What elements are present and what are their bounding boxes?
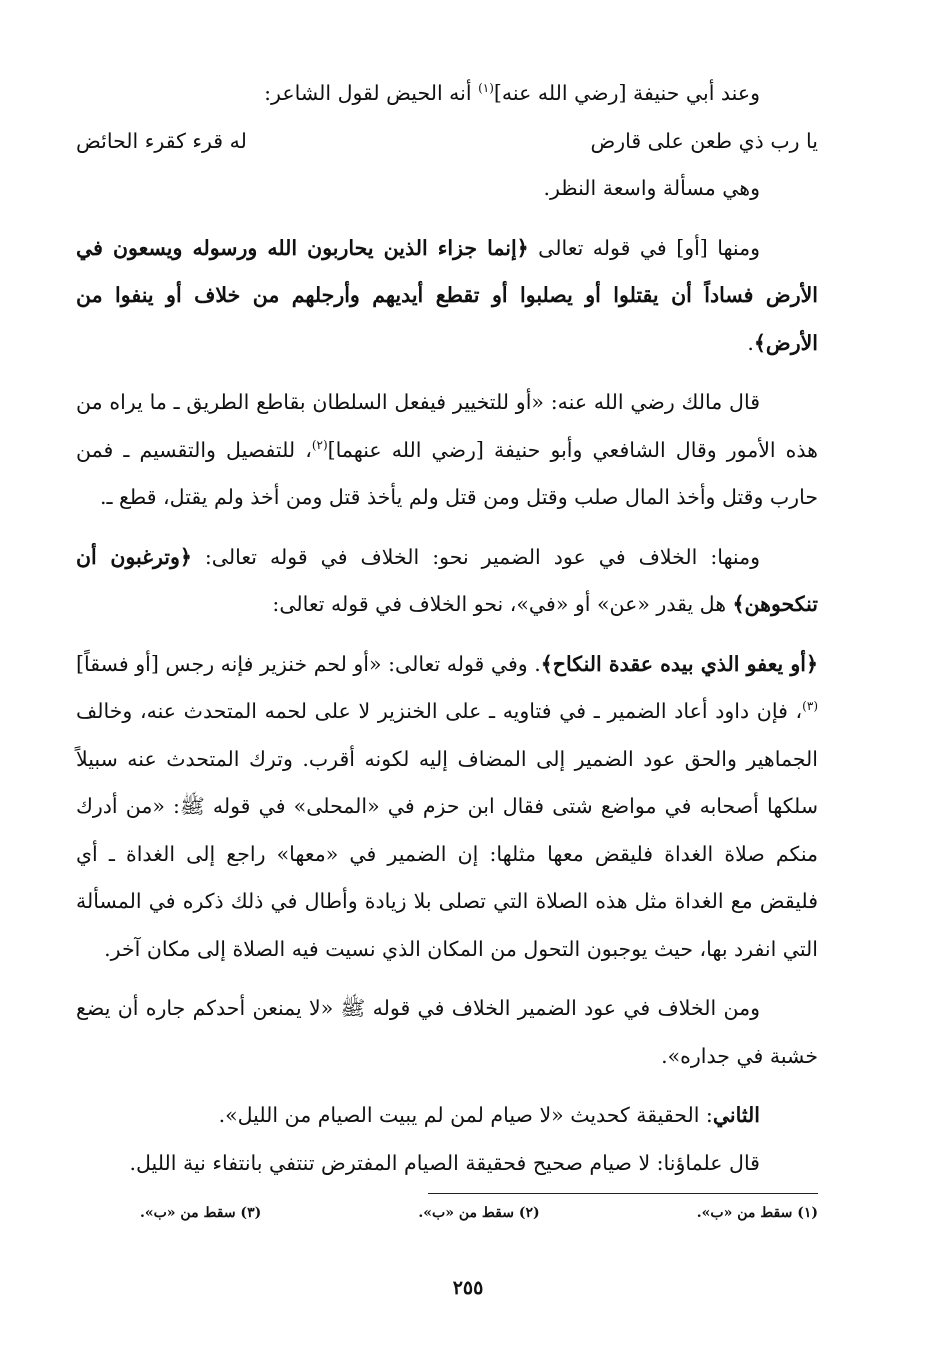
footnote-divider <box>428 1193 818 1194</box>
footnote-2: (٢) سقط من «ب». <box>418 1205 540 1221</box>
paragraph-second <box>76 1092 818 1140</box>
footnotes <box>140 1205 818 1221</box>
paragraph-aw-end: . <box>747 330 754 355</box>
quran-verse-nikah: ﴿أو يعفو الذي بيده عقدة النكاح﴾ <box>540 651 818 676</box>
paragraph-nikah-b: ، فإن داود أعاد الضمير ـ في فتاويه ـ على الخنزير لا على لحمه المتحدث عنه، وخالف الجماهير والحق عود الضمير إلى المضاف إليه لكونه أقرب. وترك المتحدث عنه سبيلاً سلكها أصحابه في مواضع شتى فقال ابن حزم في «المحلى» في قوله ﷺ: «من أدرك منكم صلاة الغداة فليقض معها مثلها: إن الضمير في «معها» راجع إلى الغداة ـ أي فليقض مع الغداة مثل هذه الصلاة التي تصلى بلا زيادة وأطال في ذلك ذكره في المسألة التي انفرد بها، حيث يوجبون التحول من المكان الذي نسيت فيه الصلاة إلى مكان آخر. <box>76 699 818 961</box>
quran-verse-hiraba: ﴿إنما جزاء الذين يحاربون الله ورسوله ويسعون في الأرض فساداً أن يقتلوا أو يصلبوا أو تقطع أيديهم وأرجلهم من خلاف أو ينفوا من الأرض﴾ <box>76 235 818 355</box>
paragraph-pronoun <box>76 534 818 629</box>
poem-first-hemistich: يا رب ذي طعن على قارض <box>590 128 818 153</box>
footnote-ref-1: (١) <box>478 81 494 96</box>
paragraph-pronoun-a: ومنها: الخلاف في عود الضمير نحو: الخلاف في قوله تعالى: <box>191 544 760 569</box>
intro-tail: أنه الحيض لقول الشاعر: <box>264 81 479 105</box>
footnote-3: (٣) سقط من «ب». <box>140 1205 262 1221</box>
paragraph-nikah <box>76 641 818 974</box>
paragraph-scholars: قال علماؤنا: لا صيام صحيح فحقيقة الصيام المفترض تنتفي بانتفاء نية الليل. <box>129 1150 760 1175</box>
page-number: ٢٥٥ <box>452 1277 484 1299</box>
footnote-ref-3: (٣) <box>802 699 818 714</box>
intro-line <box>76 70 818 118</box>
footnote-1: (١) سقط من «ب». <box>696 1205 818 1221</box>
intro-text: وعند أبي حنيفة [رضي الله عنه] <box>493 81 760 105</box>
paragraph-malik <box>76 379 818 522</box>
second-text: : الحقيقة كحديث «لا صيام لمن لم يبيت الصيام من الليل». <box>218 1103 713 1127</box>
paragraph-neighbor: ومن الخلاف في عود الضمير الخلاف في قوله ﷺ «لا يمنعن أحدكم جاره أن يضع خشبة في جداره». <box>76 996 818 1068</box>
quran-verse-marriage: ﴿وترغبون أن تنكحوهن﴾ <box>76 544 818 616</box>
paragraph-malik-b: ، للتفصيل والتقسيم ـ فمن حارب وقتل وأخذ المال صلب وقتل ومن قتل ولم يأخذ قتل ومن أخذ ولم يقتل، قطع ـ. <box>76 437 818 509</box>
paragraph-aw <box>76 225 818 368</box>
paragraph-pronoun-b: هل يقدر «عن» أو «في»، نحو الخلاف في قوله تعالى: <box>272 592 733 616</box>
page-body <box>76 70 818 1187</box>
paragraph-nikah-a: . وفي قوله تعالى: «أو لحم خنزير فإنه رجس [أو فسقاً] <box>76 651 541 676</box>
paragraph-aw-intro: ومنها [أو] في قوله تعالى <box>528 235 761 260</box>
remark-line: وهي مسألة واسعة النظر. <box>543 176 760 200</box>
second-heading: الثاني <box>712 1103 760 1127</box>
paragraph-malik-a: قال مالك رضي الله عنه: «أو للتخيير فيفعل السلطان بقاطع الطريق ـ ما يراه من هذه الأمور وقال الشافعي وأبو حنيفة [رضي الله عنهما] <box>76 390 818 462</box>
poem-verse <box>76 118 818 166</box>
footnote-ref-2: (٢) <box>311 437 328 452</box>
poem-second-hemistich: له قرء كقرء الحائض <box>76 128 247 153</box>
